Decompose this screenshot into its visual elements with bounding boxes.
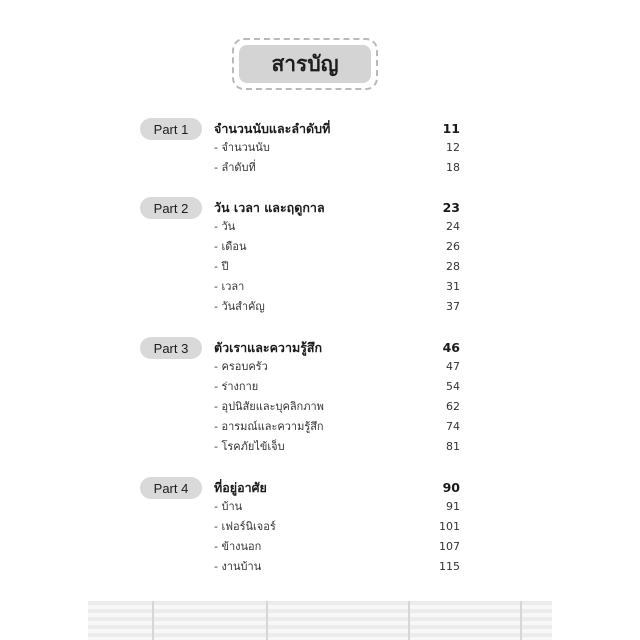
- toc-entry-page-number: 37: [446, 300, 460, 313]
- toc-entry[interactable]: - เดือน: [214, 240, 247, 253]
- part-label: Part 2: [140, 197, 202, 219]
- part-title[interactable]: ตัวเราและความรู้สึก: [214, 340, 323, 355]
- toc-entry[interactable]: - บ้าน: [214, 500, 243, 513]
- part-title[interactable]: วัน เวลา และฤดูกาล: [214, 200, 325, 215]
- toc-entry-page-number: 107: [439, 540, 460, 553]
- part-label: Part 1: [140, 118, 202, 140]
- toc-entry-page-number: 74: [446, 420, 460, 433]
- part-page-number: 46: [442, 340, 460, 355]
- toc-entry[interactable]: - จำนวนนับ: [214, 141, 270, 154]
- title-frame: [232, 38, 378, 90]
- toc-entry-page-number: 18: [446, 161, 460, 174]
- toc-entry[interactable]: - โรคภัยไข้เจ็บ: [214, 440, 285, 453]
- toc-entry-page-number: 31: [446, 280, 460, 293]
- toc-entry-page-number: 26: [446, 240, 460, 253]
- part-label: Part 3: [140, 337, 202, 359]
- toc-entry-page-number: 62: [446, 400, 460, 413]
- toc-entry-page-number: 47: [446, 360, 460, 373]
- page-title: สารบัญ: [239, 45, 371, 83]
- toc-entry-page-number: 91: [446, 500, 460, 513]
- toc-entry[interactable]: - อุปนิสัยและบุคลิกภาพ: [214, 400, 324, 413]
- toc-entry-page-number: 115: [439, 560, 460, 573]
- toc-entry-page-number: 81: [446, 440, 460, 453]
- toc-entry-page-number: 101: [439, 520, 460, 533]
- footer-divider: [520, 601, 522, 640]
- toc-entry[interactable]: - เฟอร์นิเจอร์: [214, 520, 276, 533]
- toc-entry[interactable]: - ร่างกาย: [214, 380, 259, 393]
- part-page-number: 11: [442, 121, 460, 136]
- toc-entry[interactable]: - วันสำคัญ: [214, 300, 265, 313]
- toc-entry[interactable]: - ลำดับที่: [214, 161, 256, 174]
- footer-decoration: [88, 601, 552, 640]
- toc-entry[interactable]: - วัน: [214, 220, 236, 233]
- part-title[interactable]: ที่อยู่อาศัย: [214, 480, 267, 495]
- toc-entry[interactable]: - ครอบครัว: [214, 360, 268, 373]
- toc-entry[interactable]: - ข้างนอก: [214, 540, 262, 553]
- footer-divider: [408, 601, 410, 640]
- toc-entry[interactable]: - งานบ้าน: [214, 560, 262, 573]
- part-page-number: 23: [442, 200, 460, 215]
- part-label: Part 4: [140, 477, 202, 499]
- toc-entry-page-number: 24: [446, 220, 460, 233]
- toc-entry[interactable]: - อารมณ์และความรู้สึก: [214, 420, 324, 433]
- toc-entry[interactable]: - ปี: [214, 260, 229, 273]
- part-title[interactable]: จำนวนนับและลำดับที่: [214, 121, 331, 136]
- part-page-number: 90: [442, 480, 460, 495]
- toc-entry-page-number: 28: [446, 260, 460, 273]
- footer-divider: [152, 601, 154, 640]
- footer-divider: [266, 601, 268, 640]
- toc-entry-page-number: 54: [446, 380, 460, 393]
- toc-entry[interactable]: - เวลา: [214, 280, 245, 293]
- toc-entry-page-number: 12: [446, 141, 460, 154]
